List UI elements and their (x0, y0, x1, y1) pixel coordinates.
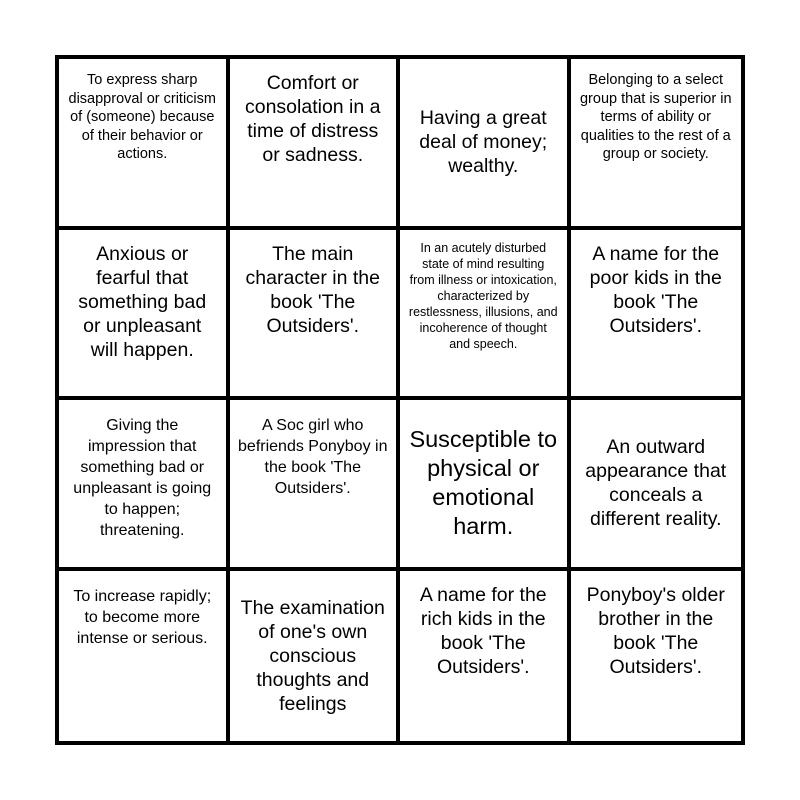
bingo-cell[interactable] (230, 59, 401, 230)
bingo-cell[interactable] (230, 571, 401, 742)
bingo-cell[interactable] (59, 230, 230, 401)
bingo-cell[interactable] (571, 230, 742, 401)
cell-text: An outward appearance that conceals a different reality. (585, 436, 727, 531)
bingo-cell[interactable] (571, 571, 742, 742)
cell-text: A name for the rich kids in the book 'The Outsiders'. (419, 583, 547, 678)
bingo-cell[interactable] (400, 571, 571, 742)
bingo-cell[interactable] (400, 400, 571, 571)
cell-text: A Soc girl who befriends Ponyboy in the book 'The Outsiders'. (238, 417, 388, 497)
cell-text: Susceptible to physical or emotional harm. (409, 426, 558, 540)
bingo-cell[interactable] (59, 59, 230, 230)
bingo-cell[interactable] (59, 571, 230, 742)
cell-text: Giving the impression that something bad or unpleasant is going to happen; threatening. (73, 417, 212, 539)
cell-text: Belonging to a select group that is superior in terms of ability or qualities to the rest of a group or society. (579, 72, 732, 162)
cell-text: To increase rapidly; to become more intense or serious. (73, 587, 212, 647)
cell-text: Anxious or fearful that something bad or unpleasant will happen. (78, 242, 207, 361)
cell-text: Having a great deal of money; wealthy. (419, 107, 548, 178)
bingo-cell[interactable] (571, 59, 742, 230)
cell-text: To express sharp disapproval or criticism of (someone) because of their behavior or actions. (68, 72, 216, 162)
cell-text: Comfort or consolation in a time of distress or sadness. (244, 72, 381, 166)
bingo-cell[interactable] (59, 400, 230, 571)
bingo-cell[interactable] (571, 400, 742, 571)
bingo-cell[interactable] (400, 59, 571, 230)
bingo-cell[interactable] (230, 230, 401, 401)
cell-text: A name for the poor kids in the book 'The Outsiders'. (589, 242, 722, 337)
bingo-cell[interactable] (400, 230, 571, 401)
bingo-board (55, 55, 745, 745)
cell-text: In an acutely disturbed state of mind resulting from illness or intoxication, characterized by restlessness, illusions, and incoherence of thought and speech. (408, 240, 558, 351)
cell-text: Ponyboy's older brother in the book 'The Outsiders'. (586, 583, 725, 678)
bingo-cell[interactable] (230, 400, 401, 571)
cell-text: The main character in the book 'The Outsiders'. (245, 242, 380, 337)
cell-text: The examination of one's own conscious thoughts and feelings (240, 596, 385, 715)
